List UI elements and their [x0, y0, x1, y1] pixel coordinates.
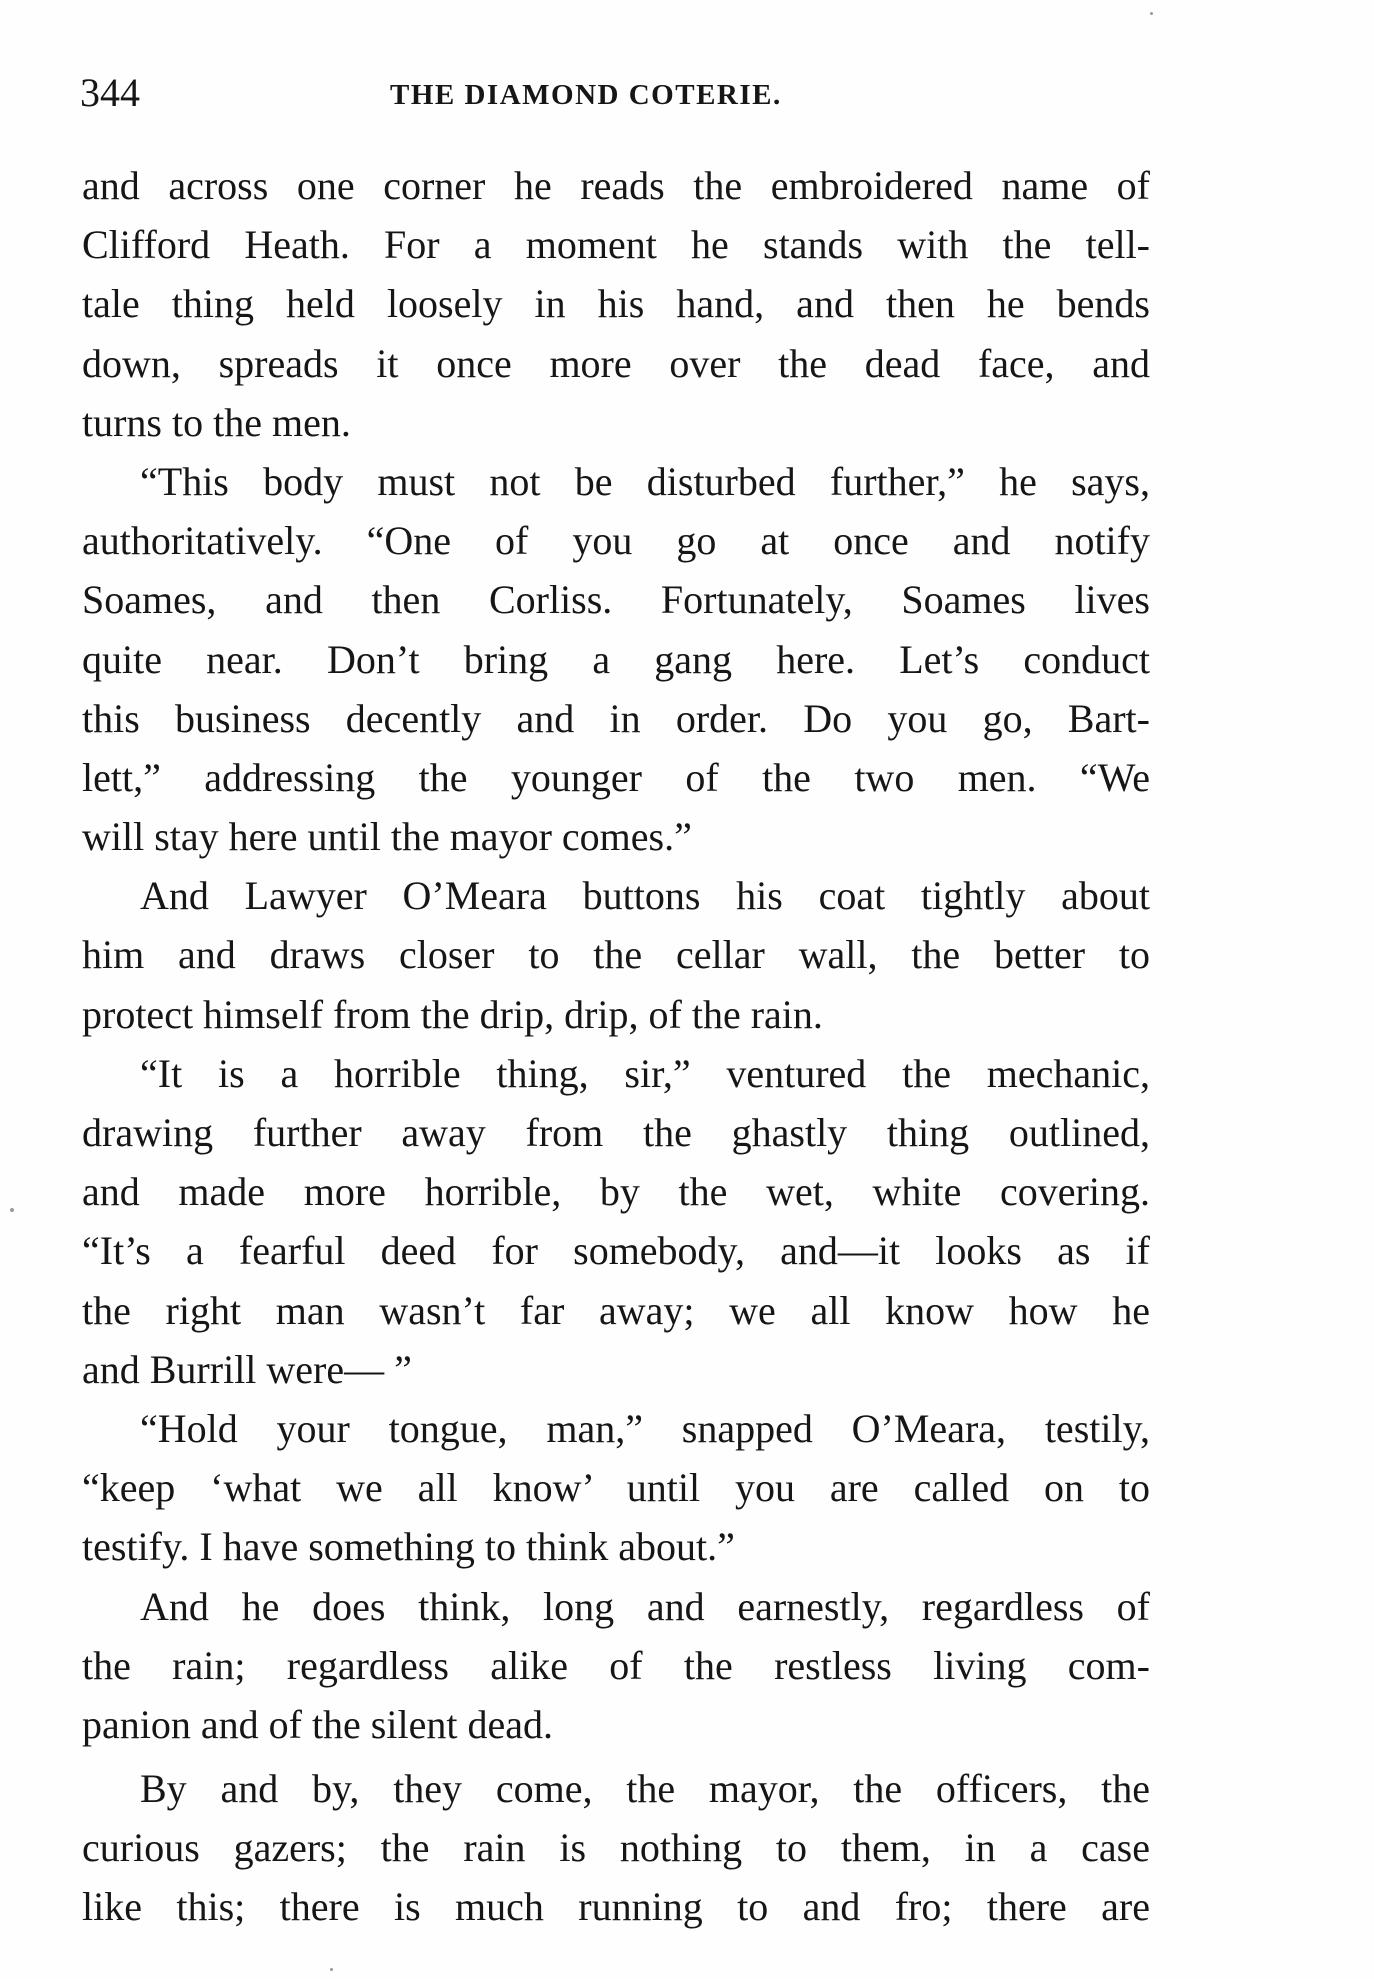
text-line: the right man wasn’t far away; we all know how he — [82, 1287, 1150, 1333]
text-line: turns to the men. — [82, 399, 351, 445]
text-line: protect himself from the drip, drip, of the rain. — [82, 991, 823, 1037]
text-line: “It is a horrible thing, sir,” ventured the mechanic, — [140, 1050, 1150, 1096]
text-line: him and draws closer to the cellar wall, the better to — [82, 932, 1150, 978]
text-line: and Burrill were— ” — [82, 1346, 412, 1392]
text-line: this business decently and in order. Do you go, Bart- — [82, 695, 1150, 741]
text-line: the rain; regardless alike of the restless living com- — [82, 1642, 1150, 1688]
running-title: THE DIAMOND COTERIE. — [390, 79, 782, 111]
text-line: lett,” addressing the younger of the two men. “We — [82, 754, 1150, 800]
text-line: and made more horrible, by the wet, white covering. — [82, 1169, 1150, 1215]
text-line: “It’s a fearful deed for somebody, and—it looks as if — [82, 1228, 1150, 1274]
text-line: Clifford Heath. For a moment he stands with the tell- — [82, 222, 1150, 268]
text-line: drawing further away from the ghastly thing outlined, — [82, 1110, 1150, 1155]
running-head — [80, 68, 1150, 118]
text-line: Soames, and then Corliss. Fortunately, Soames lives — [82, 577, 1150, 623]
text-line: authoritatively. “One of you go at once and notify — [82, 518, 1150, 564]
text-line: testify. I have something to think about.” — [82, 1524, 735, 1570]
paper-speck — [10, 1208, 14, 1212]
text-line: “This body must not be disturbed further,” he says, — [140, 458, 1150, 504]
text-line: tale thing held loosely in his hand, and then he bends — [82, 281, 1150, 327]
text-line: will stay here until the mayor comes.” — [82, 814, 692, 860]
text-line: “keep ‘what we all know’ until you are called on to — [82, 1465, 1150, 1511]
paper-speck — [330, 1968, 333, 1971]
text-line: quite near. Don’t bring a gang here. Let’s conduct — [82, 636, 1150, 682]
text-line: By and by, they come, the mayor, the officers, the — [140, 1766, 1150, 1812]
paper-speck — [1150, 12, 1153, 15]
text-line: And Lawyer O’Meara buttons his coat tightly about — [140, 873, 1150, 919]
text-line: and across one corner he reads the embroidered name of — [82, 163, 1150, 208]
text-line: curious gazers; the rain is nothing to them, in a case — [82, 1825, 1150, 1871]
text-line: panion and of the silent dead. — [82, 1701, 553, 1747]
text-line: like this; there is much running to and fro; there are — [82, 1884, 1150, 1930]
text-line: down, spreads it once more over the dead face, and — [82, 340, 1150, 386]
text-line: And he does think, long and earnestly, regardless of — [140, 1583, 1150, 1629]
page-number: 344 — [80, 70, 140, 115]
body-text — [82, 156, 1150, 1937]
text-line: “Hold your tongue, man,” snapped O’Meara, testily, — [140, 1405, 1150, 1451]
